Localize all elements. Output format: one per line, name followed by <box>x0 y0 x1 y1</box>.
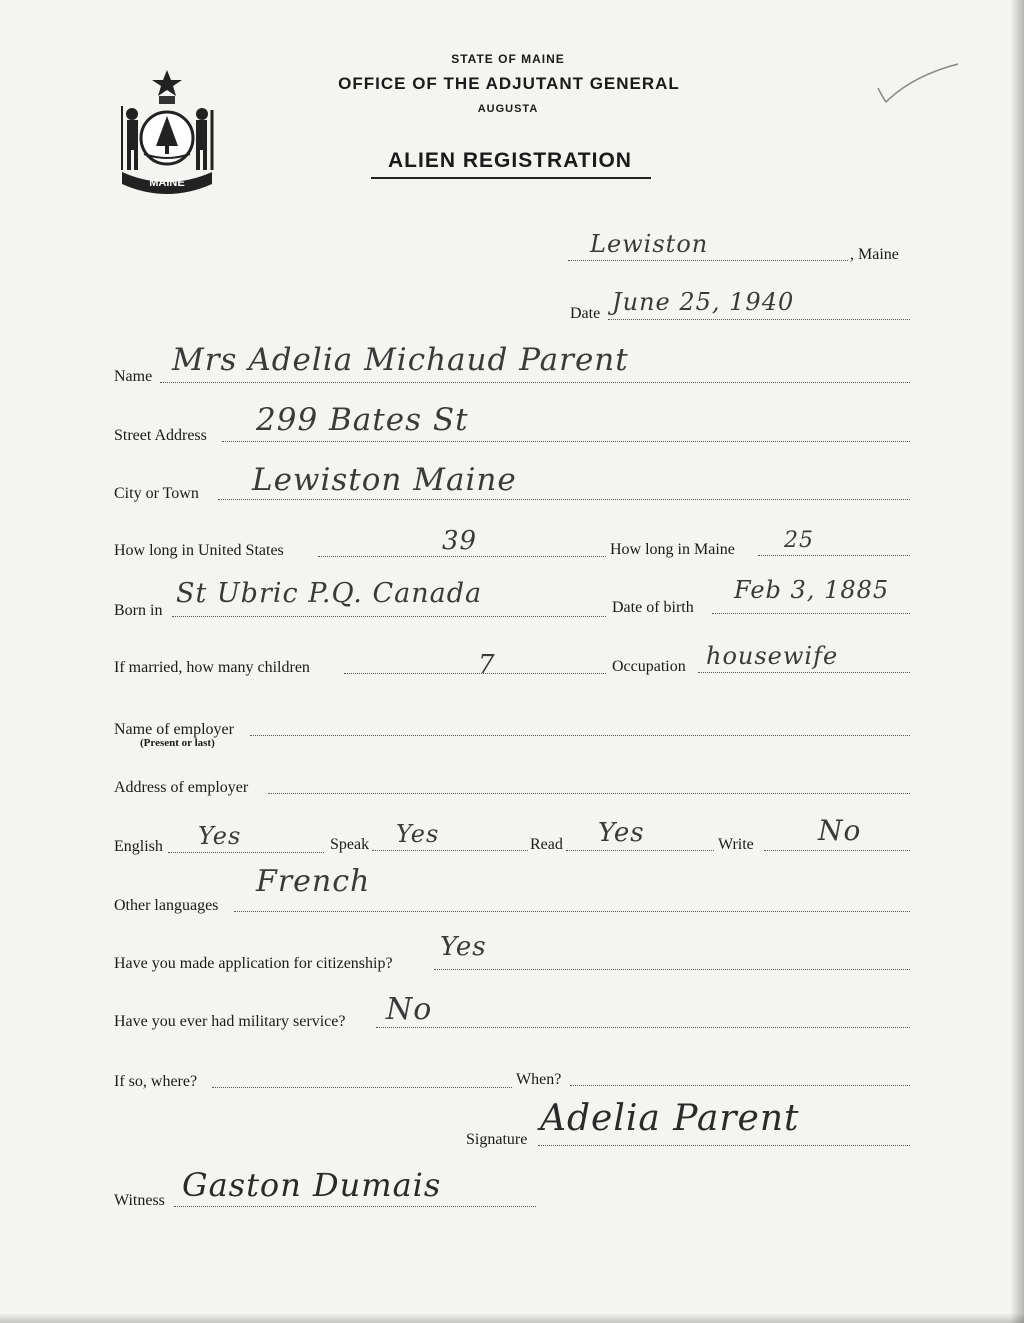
town-suffix: , Maine <box>850 246 899 263</box>
occupation-label: Occupation <box>612 658 686 675</box>
where-line <box>212 1087 512 1088</box>
street-label: Street Address <box>114 427 207 444</box>
write-line <box>764 850 910 851</box>
how-long-us-line <box>318 556 606 557</box>
employer-address-line <box>268 793 910 794</box>
other-languages-label: Other languages <box>114 897 219 914</box>
english-value: Yes <box>198 822 242 850</box>
date-line <box>608 319 910 320</box>
signature-value: Adelia Parent <box>540 1098 800 1139</box>
office-heading: OFFICE OF THE ADJUTANT GENERAL <box>338 74 680 93</box>
other-languages-value: French <box>256 864 371 899</box>
employer-label: Name of employer <box>114 721 234 738</box>
citizenship-value: Yes <box>440 932 487 962</box>
when-label: When? <box>516 1071 562 1088</box>
date-of-birth-label: Date of birth <box>612 599 694 616</box>
citizenship-line <box>434 969 910 970</box>
name-value: Mrs Adelia Michaud Parent <box>172 342 629 378</box>
read-line <box>566 850 714 851</box>
when-line <box>570 1085 910 1086</box>
english-line <box>168 852 324 853</box>
form-title: ALIEN REGISTRATION <box>388 149 632 172</box>
how-long-us-label: How long in United States <box>114 542 284 559</box>
how-long-maine-value: 25 <box>784 528 814 553</box>
how-long-us-value: 39 <box>442 526 478 556</box>
checkmark-icon <box>872 62 962 106</box>
svg-text:MAINE: MAINE <box>149 177 185 189</box>
name-label: Name <box>114 368 153 385</box>
speak-line <box>372 850 528 851</box>
speak-value: Yes <box>396 820 440 848</box>
occupation-line <box>698 672 910 673</box>
street-line <box>222 441 910 442</box>
city-label: City or Town <box>114 485 199 502</box>
occupation-value: housewife <box>706 642 839 670</box>
born-in-line <box>172 616 606 617</box>
read-label: Read <box>530 836 563 853</box>
city-heading: AUGUSTA <box>477 103 539 115</box>
military-value: No <box>386 992 433 1027</box>
scan-edge-right <box>1010 0 1024 1323</box>
children-label: If married, how many children <box>114 659 310 676</box>
how-long-maine-label: How long in Maine <box>610 541 735 558</box>
date-of-birth-value: Feb 3, 1885 <box>734 576 890 604</box>
employer-line <box>250 735 910 736</box>
signature-label: Signature <box>466 1131 528 1148</box>
military-line <box>376 1027 910 1028</box>
city-line <box>218 499 910 500</box>
witness-line <box>174 1206 536 1207</box>
citizenship-label: Have you made application for citizenship? <box>114 955 393 972</box>
born-in-value: St Ubric P.Q. Canada <box>176 578 483 609</box>
born-in-label: Born in <box>114 602 163 619</box>
city-value: Lewiston Maine <box>252 462 517 498</box>
title-underline <box>371 177 651 179</box>
scan-edge-bottom <box>0 1313 1024 1323</box>
date-value: June 25, 1940 <box>612 288 795 316</box>
read-value: Yes <box>598 818 645 848</box>
name-line <box>160 382 910 383</box>
street-value: 299 Bates St <box>256 402 469 438</box>
speak-label: Speak <box>330 836 370 853</box>
english-label: English <box>114 838 163 855</box>
where-label: If so, where? <box>114 1073 198 1090</box>
town-value: Lewiston <box>590 230 709 258</box>
witness-value: Gaston Dumais <box>182 1166 442 1204</box>
military-label: Have you ever had military service? <box>114 1013 346 1030</box>
employer-note: (Present or last) <box>140 737 215 749</box>
employer-address-label: Address of employer <box>114 779 249 796</box>
date-of-birth-line <box>712 613 910 614</box>
children-line <box>344 673 606 674</box>
town-line <box>568 260 848 261</box>
how-long-maine-line <box>758 555 910 556</box>
other-languages-line <box>234 911 910 912</box>
witness-label: Witness <box>114 1192 165 1209</box>
write-value: No <box>818 814 862 847</box>
children-value: 7 <box>478 650 496 680</box>
signature-line <box>538 1145 910 1146</box>
date-label: Date <box>570 305 601 322</box>
state-heading: STATE OF MAINE <box>451 52 565 66</box>
write-label: Write <box>718 836 754 853</box>
